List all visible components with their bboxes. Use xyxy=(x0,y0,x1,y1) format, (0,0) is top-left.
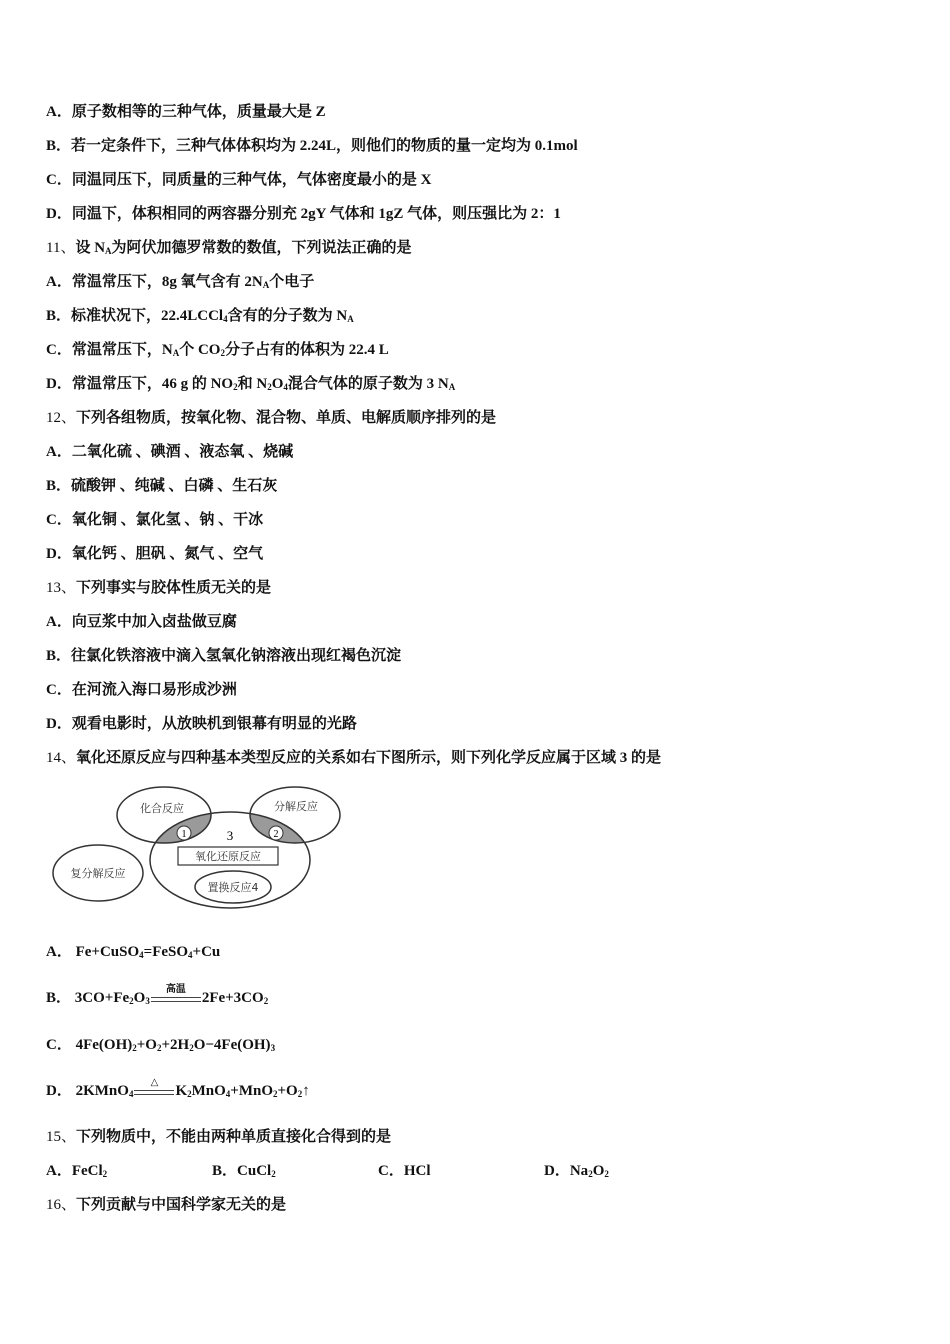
q14-option-c: C． $4Fe(OH)_2+O_2+2H_2O-4Fe(OH)_3$ xyxy=(46,1037,276,1053)
region-3-label: 3 xyxy=(226,828,234,843)
equals-sign-heat: △ xyxy=(134,1087,174,1097)
q15-option-d: D．$Na_2O_2$ xyxy=(544,1163,609,1179)
q11-option-c: C．常温常压下，$N_A$个 $CO_2$分子占有的体积为 22.4 L xyxy=(46,342,389,358)
q10-option-a: A．原子数相等的三种气体，质量最大是 Z xyxy=(46,104,326,120)
q13-option-d: D．观看电影时，从放映机到银幕有明显的光路 xyxy=(46,716,357,732)
q16-stem: 16、下列贡献与中国科学家无关的是 xyxy=(46,1197,287,1213)
displacement-label: 置换反应4 xyxy=(207,881,259,894)
q13-option-a: A．向豆浆中加入卤盐做豆腐 xyxy=(46,614,237,630)
q11-option-a: A．常温常压下，8g 氧气含有 $2N_A$个电子 xyxy=(46,274,315,290)
q10-option-c: C．同温同压下，同质量的三种气体，气体密度最小的是 X xyxy=(46,172,432,188)
q12-stem: 12、下列各组物质，按氧化物、混合物、单质、电解质顺序排列的是 xyxy=(46,410,497,426)
region-1-label: 1 xyxy=(181,829,187,840)
q11-option-d: D．常温常压下，46 g 的 $NO_2$和 $N_2O_4$混合气体的原子数为 3 $N_A$ xyxy=(46,376,456,392)
q13-stem: 13、下列事实与胶体性质无关的是 xyxy=(46,580,272,596)
q15-option-b: B．CuCl$_2$ xyxy=(212,1163,276,1179)
double-displacement-label: 复分解反应 xyxy=(70,867,126,880)
region-2-label: 2 xyxy=(273,829,279,840)
combination-label: 化合反应 xyxy=(140,802,184,815)
q10-option-b: B．若一定条件下，三种气体体积均为 2.24L，则他们的物质的量一定均为 0.1mol xyxy=(46,138,578,154)
q15-option-a: A．FeCl$_2$ xyxy=(46,1163,108,1179)
q10-option-d: D．同温下，体积相同的两容器分别充 2gY 气体和 1gZ 气体，则压强比为 2：1 xyxy=(46,206,561,222)
q14-option-b: B． $3CO+Fe_2O_3$ 高温 $2Fe+3CO_2$ xyxy=(46,983,269,1006)
q13-option-c: C．在河流入海口易形成沙洲 xyxy=(46,682,237,698)
q14-option-a: A． Fe+CuSO$_4$=FeSO$_4$+Cu xyxy=(46,944,221,960)
q13-option-b: B．往氯化铁溶液中滴入氢氧化钠溶液出现红褐色沉淀 xyxy=(46,648,402,664)
q11-option-b: B．标准状况下，22.4LCCl$_4$含有的分子数为 $N_A$ xyxy=(46,308,354,324)
q14-option-d: D． 2KMnO$_4$ △ $K_2MnO_4+MnO_2+O_2↑$ xyxy=(46,1076,310,1099)
redox-label: 氧化还原反应 xyxy=(195,850,261,863)
equals-sign-high-temp: 高温 xyxy=(151,994,201,1004)
q14-stem: 14、氧化还原反应与四种基本类型反应的关系如右下图所示，则下列化学反应属于区域 3 的是 xyxy=(46,750,662,766)
q15-stem: 15、下列物质中，不能由两种单质直接化合得到的是 xyxy=(46,1129,392,1145)
reaction-venn-diagram xyxy=(50,785,350,915)
q15-option-c: C．HCl xyxy=(378,1163,431,1179)
q12-option-a: A．二氧化硫 、碘酒 、液态氧 、烧碱 xyxy=(46,444,294,460)
q12-option-d: D．氧化钙 、胆矾 、氮气 、空气 xyxy=(46,546,264,562)
q12-option-b: B．硫酸钾 、纯碱 、白磷 、生石灰 xyxy=(46,478,278,494)
q11-stem: 11、设 $N_A$为阿伏加德罗常数的数值，下列说法正确的是 xyxy=(46,240,412,256)
decomposition-label: 分解反应 xyxy=(274,800,318,813)
q12-option-c: C．氧化铜 、氯化氢 、钠 、干冰 xyxy=(46,512,264,528)
